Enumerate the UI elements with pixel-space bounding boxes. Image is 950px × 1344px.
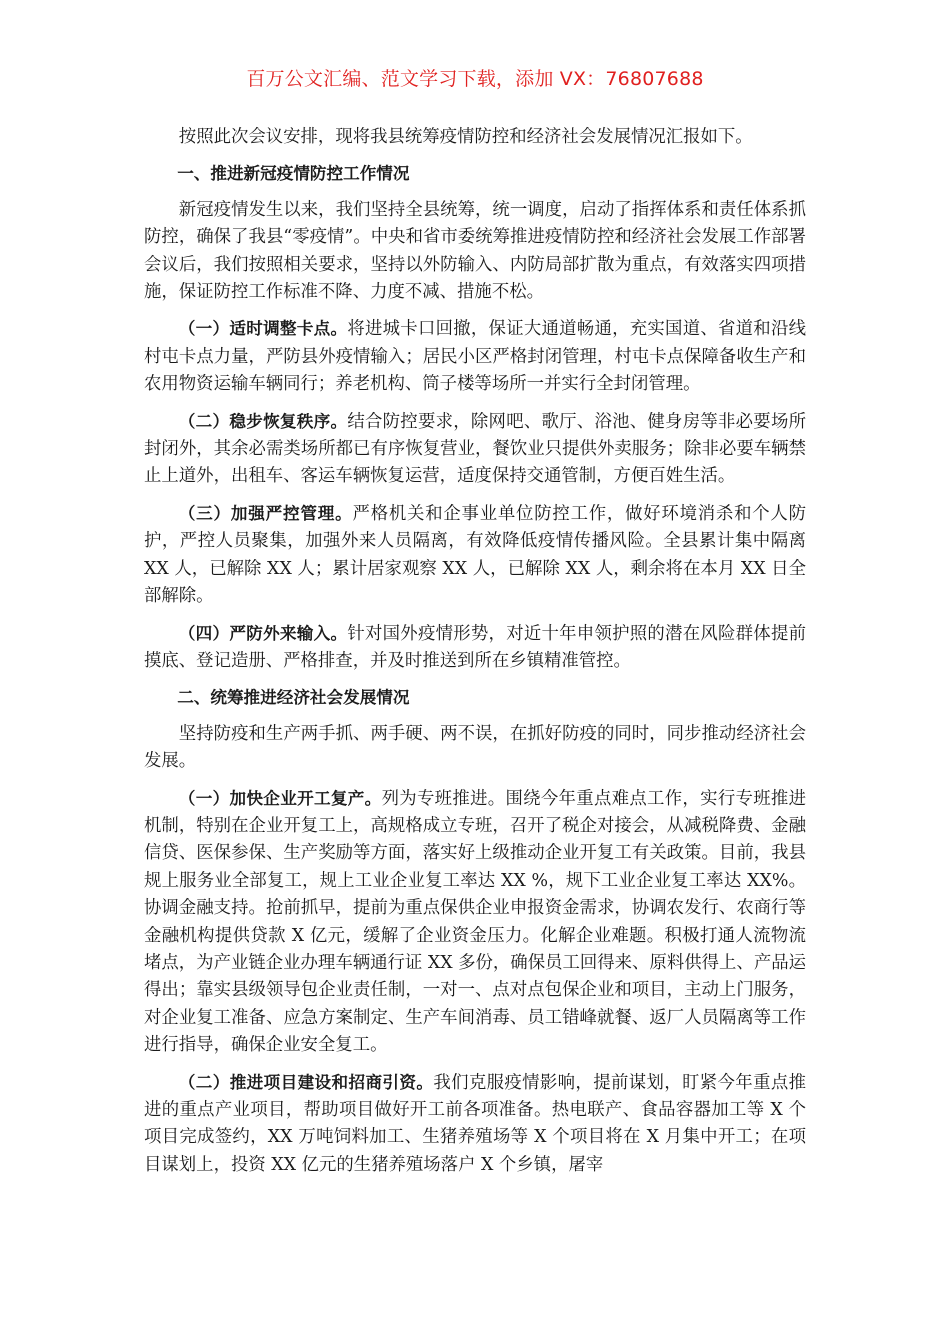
item-lead: （三）加强严控管理。 — [178, 503, 353, 523]
section-heading-2: 二、统筹推进经济社会发展情况 — [177, 688, 410, 708]
section-heading-1: 一、推进新冠疫情防控工作情况 — [177, 164, 410, 184]
item-lead: （二）稳步恢复秩序。 — [178, 411, 348, 431]
item-text: 我们克服疫情影响，提前谋划，盯紧今年重点推进的重点产业项目，帮助项目做好开工前各项准备。热电联产、食品容器加工等 X 个项目完成签约，XX 万吨饲料加工、生猪养殖场等 X 个项目将在 X 月集中开工；在项目谋划上，投资 XX 亿元的生猪养殖场落户 X 个乡镇，屠宰 — [144, 1072, 806, 1175]
item-lead: （一）适时调整卡点。 — [178, 319, 348, 339]
item-text: 针对国外疫情形势，对近十年申领护照的潜在风险群体提前摸底、登记造册、严格排查，并及时推送到所在乡镇精准管控。 — [144, 623, 806, 671]
section-1-item-1 — [144, 315, 806, 398]
item-text: 列为专班推进。围绕今年重点难点工作，实行专班推进机制，特别在企业开复工上，高规格成立专班，召开了税企对接会，从减税降费、金融信贷、医保参保、生产奖励等方面，落实好上级推动企业开复工有关政策。目前，我县规上服务业全部复工，规上工业企业复工率达 XX %，规下工业企业复工率达 XX%。协调金融支持。抢前抓早，提前为重点保供企业申报资金需求，协调农发行、农商行等金融机构提供贷款 X 亿元，缓解了企业资金压力。化解企业难题。积极打通人流物流堵点，为产业链企业办理车辆通行证 XX 多份，确保员工回得来、原料供得上、产品运得出；靠实县级领导包企业责任制，一对一、点对点包保企业和项目，主动上门服务，对企业复工准备、应急方案制定、生产车间消毒、员工错峰就餐、返厂人员隔离等工作进行指导，确保企业安全复工。 — [144, 788, 806, 1056]
section-1-item-4 — [144, 620, 806, 676]
section-2-item-2 — [144, 1069, 806, 1180]
item-text: 结合防控要求，除网吧、歌厅、浴池、健身房等非必要场所封闭外，其余必需类场所都已有序恢复营业，餐饮业只提供外卖服务；除非必要车辆禁止上道外，出租车、客运车辆恢复运营，适度保持交通管制，方便百姓生活。 — [144, 411, 806, 487]
section-2-item-1 — [144, 785, 806, 1060]
section-1-intro: 新冠疫情发生以来，我们坚持全县统筹，统一调度，启动了指挥体系和责任体系抓防控，确保了我县“零疫情”。中央和省市委统筹推进疫情防控和经济社会发展工作部署会议后，我们按照相关要求，坚持以外防输入、内防局部扩散为重点，有效落实四项措施，保证防控工作标准不降、力度不减、措施不松。 — [144, 199, 806, 303]
item-lead: （四）严防外来输入。 — [178, 623, 348, 643]
watermark-banner: 百万公文汇编、范文学习下载，添加 VX：76807688 — [246, 68, 704, 90]
section-1-item-2 — [144, 408, 806, 491]
section-1-item-3 — [144, 500, 806, 611]
item-lead: （一）加快企业开工复产。 — [178, 788, 382, 808]
document-body — [144, 124, 806, 1188]
intro-paragraph: 按照此次会议安排，现将我县统筹疫情防控和经济社会发展情况汇报如下。 — [178, 127, 753, 147]
item-text: 严格机关和企事业单位防控工作，做好环境消杀和个人防护，严控人员聚集，加强外来人员隔离，有效降低疫情传播风险。全县累计集中隔离 XX 人，已解除 XX 人；累计居家观察 XX 人，已解除 XX 人，剩余将在本月 XX 日全部解除。 — [144, 503, 806, 607]
item-lead: （二）推进项目建设和招商引资。 — [178, 1072, 434, 1092]
section-2-intro: 坚持防疫和生产两手抓、两手硬、两不误，在抓好防疫的同时，同步推动经济社会发展。 — [144, 723, 806, 772]
item-text: 将进城卡口回撤，保证大通道畅通，充实国道、省道和沿线村屯卡点力量，严防县外疫情输入；居民小区严格封闭管理，村屯卡点保障备收生产和农用物资运输车辆同行；养老机构、筒子楼等场所一并实行全封闭管理。 — [144, 319, 806, 395]
